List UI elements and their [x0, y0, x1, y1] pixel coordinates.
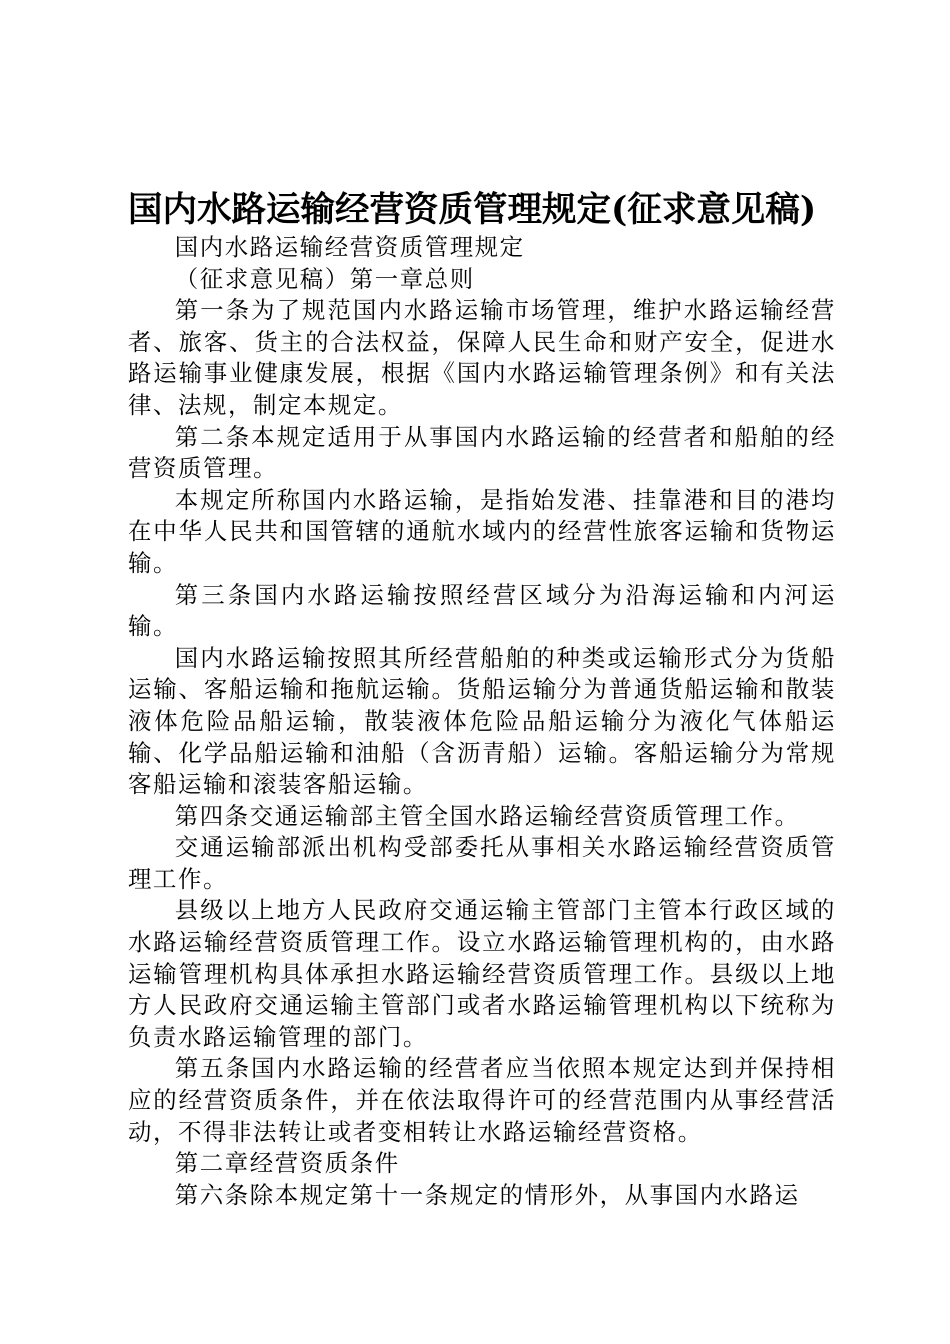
paragraph: 第一条为了规范国内水路运输市场管理，维护水路运输经营者、旅客、货主的合法权益，保障人民生命和财产安全，促进水路运输事业健康发展，根据《国内水路运输管理条例》和有关法律、法规，制定本规定。 [128, 296, 836, 419]
paragraph: 国内水路运输经营资质管理规定 [174, 233, 525, 261]
paragraph: 第三条国内水路运输按照经营区域分为沿海运输和内河运输。 [128, 580, 836, 641]
paragraph: 第四条交通运输部主管全国水路运输经营资质管理工作。 [174, 801, 800, 830]
paragraph: 第二条本规定适用于从事国内水路运输的经营者和船舶的经营资质管理。 [128, 422, 836, 483]
paragraph: 第五条国内水路运输的经营者应当依照本规定达到并保持相应的经营资质条件，并在依法取得许可的经营范围内从事经营活动，不得非法转让或者变相转让水路运输经营资格。 [128, 1054, 836, 1146]
document-title: 国内水路运输经营资质管理规定(征求意见稿) [128, 190, 817, 230]
paragraph: 第六条除本规定第十一条规定的情形外，从事国内水路运 [174, 1180, 800, 1209]
paragraph: 县级以上地方人民政府交通运输主管部门主管本行政区域的水路运输经营资质管理工作。设立水路运输管理机构的，由水路运输管理机构具体承担水路运输经营资质管理工作。县级以上地方人民政府交通运输主管部门或者水路运输管理机构以下统称为负责水路运输管理的部门。 [128, 896, 836, 1051]
paragraph: 第二章经营资质条件 [174, 1149, 400, 1178]
paragraph: 交通运输部派出机构受部委托从事相关水路运输经营资质管理工作。 [128, 833, 836, 893]
paragraph: 国内水路运输按照其所经营船舶的种类或运输形式分为货船运输、客船运输和拖航运输。货船运输分为普通货船运输和散装液体危险品船运输，散装液体危险品船运输分为液化气体船运输、化学品船运输和油船（含沥青船）运输。客船运输分为常规客船运输和滚装客船运输。 [128, 643, 836, 799]
paragraph: （征求意见稿）第一章总则 [174, 264, 475, 293]
paragraph: 本规定所称国内水路运输，是指始发港、挂靠港和目的港均在中华人民共和国管辖的通航水域内的经营性旅客运输和货物运输。 [128, 485, 836, 577]
document-body [128, 232, 836, 1211]
